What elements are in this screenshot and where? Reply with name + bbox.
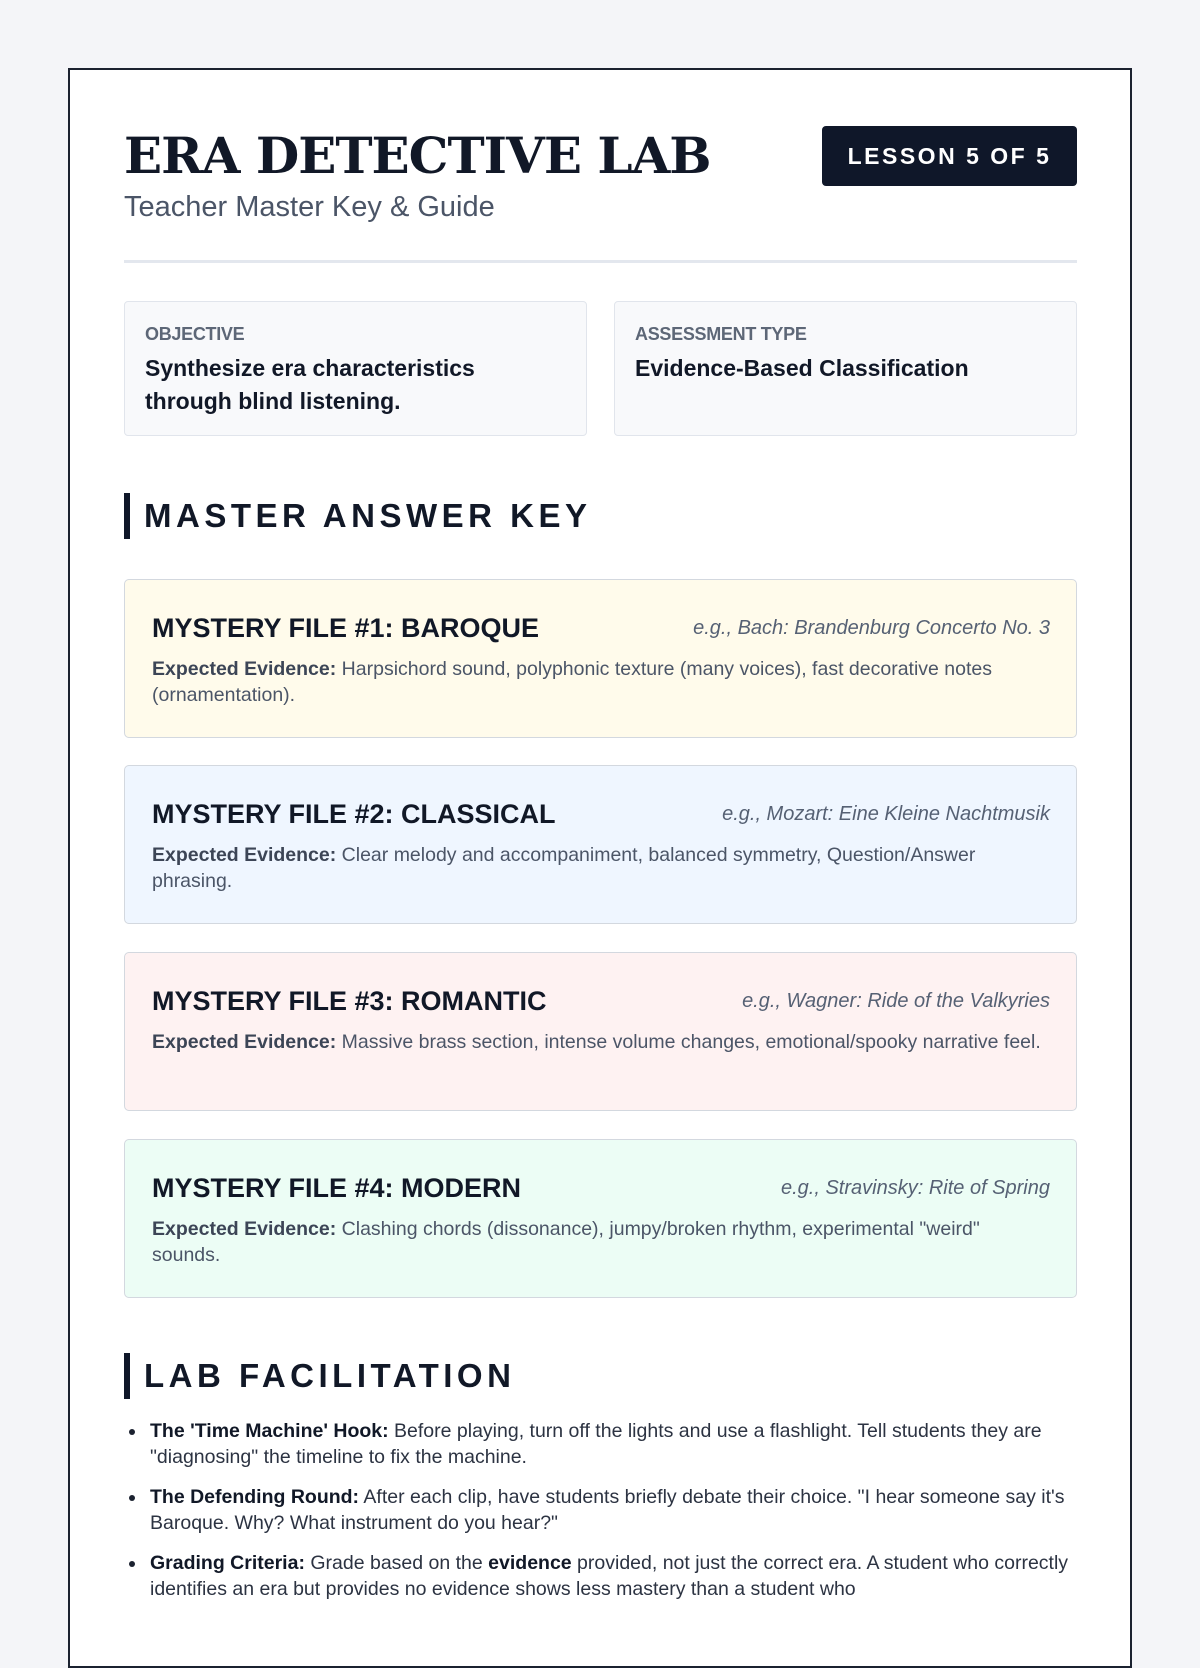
- item-text: Before playing, turn off the lights and use a flashlight. Tell students they are "diagnosing" the timeline to fix the machine.: [150, 1420, 1042, 1468]
- facilitation-list: [124, 1418, 1103, 1616]
- mystery-file-card: [124, 765, 1077, 924]
- objective-label: OBJECTIVE: [145, 324, 245, 344]
- answer-key-heading: [124, 493, 1077, 539]
- section-accent-bar: [124, 493, 130, 539]
- mystery-file-example: e.g., Mozart: Eine Kleine Nachtmusik: [722, 803, 1050, 825]
- item-lead: Grading Criteria:: [150, 1552, 305, 1574]
- item-emphasis: evidence: [488, 1552, 572, 1574]
- mystery-file-evidence: [152, 1216, 1052, 1268]
- mystery-file-title: MYSTERY FILE #2: CLASSICAL: [152, 799, 556, 829]
- assessment-label: ASSESSMENT TYPE: [635, 324, 807, 344]
- evidence-label: Expected Evidence:: [152, 658, 337, 680]
- facilitation-title: LAB FACILITATION: [144, 1357, 516, 1394]
- lesson-badge: LESSON 5 OF 5: [822, 126, 1077, 186]
- list-item: [150, 1550, 1103, 1602]
- section-accent-bar: [124, 1353, 130, 1399]
- header-divider: [124, 260, 1077, 263]
- mystery-file-card: [124, 1139, 1077, 1298]
- item-text: provided, not just the correct era. A student who correctly identifies an era but provides no evidence shows less mastery than a student who: [150, 1552, 1069, 1600]
- mystery-file-card: [124, 579, 1077, 738]
- evidence-label: Expected Evidence:: [152, 1031, 337, 1053]
- item-lead: The Defending Round:: [150, 1486, 360, 1508]
- mystery-file-example: e.g., Wagner: Ride of the Valkyries: [742, 990, 1050, 1012]
- item-text: After each clip, have students briefly debate their choice. "I hear someone say it's Baroque. Why? What instrument do you hear?": [150, 1486, 1065, 1534]
- mystery-file-title: MYSTERY FILE #4: MODERN: [152, 1173, 522, 1203]
- assessment-value: Evidence-Based Classification: [635, 355, 969, 381]
- evidence-text: Clashing chords (dissonance), jumpy/broken rhythm, experimental "weird" sounds.: [152, 1218, 980, 1266]
- evidence-text: Harpsichord sound, polyphonic texture (many voices), fast decorative notes (ornamentation).: [152, 658, 992, 706]
- item-text: Grade based on the: [304, 1552, 489, 1574]
- list-item: [150, 1418, 1103, 1470]
- mystery-file-evidence: [152, 1029, 1052, 1055]
- page-header: [124, 126, 1077, 256]
- mystery-file-title: MYSTERY FILE #1: BAROQUE: [152, 613, 540, 643]
- item-lead: The 'Time Machine' Hook:: [150, 1420, 389, 1442]
- evidence-text: Massive brass section, intense volume changes, emotional/spooky narrative feel.: [341, 1031, 1041, 1053]
- facilitation-heading: [124, 1353, 1077, 1399]
- evidence-text: Clear melody and accompaniment, balanced symmetry, Question/Answer phrasing.: [152, 844, 976, 892]
- page-subtitle: Teacher Master Key & Guide: [124, 191, 495, 223]
- objective-value: Synthesize era characteristics through blind listening.: [145, 355, 475, 414]
- mystery-file-evidence: [152, 656, 1052, 708]
- mystery-file-example: e.g., Bach: Brandenburg Concerto No. 3: [693, 617, 1050, 639]
- mystery-file-card: [124, 952, 1077, 1111]
- page-title: ERA DETECTIVE LAB: [124, 126, 711, 185]
- mystery-file-example: e.g., Stravinsky: Rite of Spring: [780, 1177, 1050, 1199]
- evidence-label: Expected Evidence:: [152, 1218, 337, 1240]
- mystery-file-evidence: [152, 842, 1052, 894]
- evidence-label: Expected Evidence:: [152, 844, 337, 866]
- answer-key-title: MASTER ANSWER KEY: [144, 497, 592, 534]
- worksheet-page: [68, 68, 1132, 1668]
- assessment-box: [614, 301, 1077, 436]
- mystery-file-title: MYSTERY FILE #3: ROMANTIC: [152, 986, 547, 1016]
- objective-box: [124, 301, 587, 436]
- list-item: [150, 1484, 1103, 1536]
